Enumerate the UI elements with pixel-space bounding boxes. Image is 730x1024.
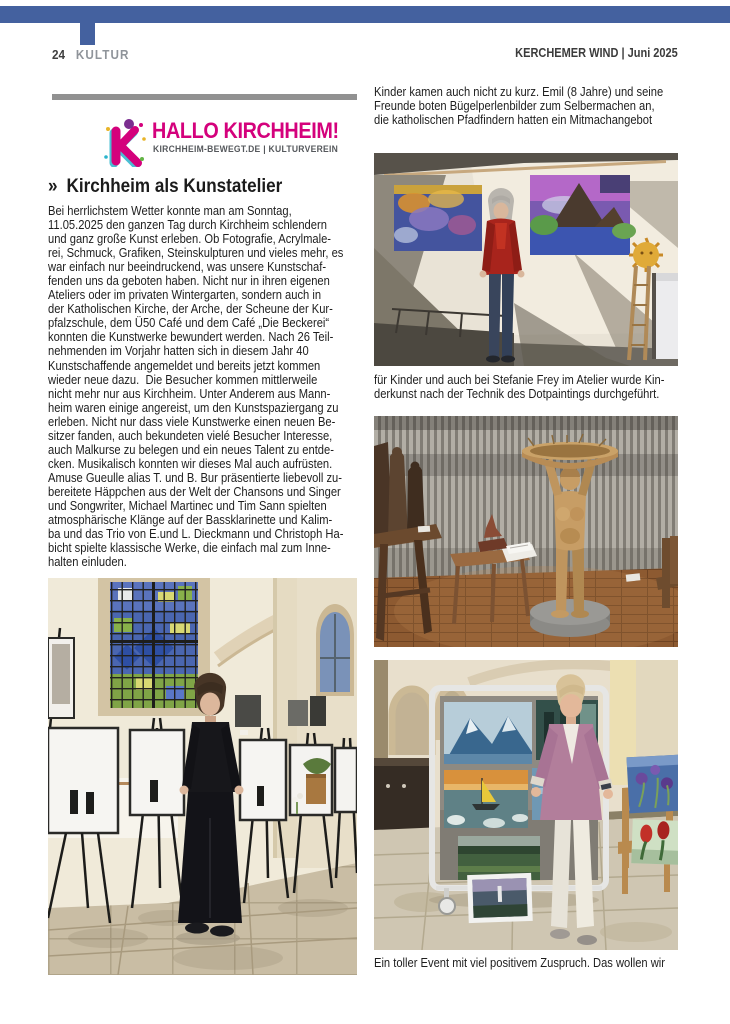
text-line: der Katholischen Kirche, der Arche, der Scheune der Kur- — [48, 302, 333, 317]
painting-sunset-sail — [444, 770, 528, 828]
easel-far-left — [48, 628, 74, 728]
text-line: konnten die Kunstwerke bewundert werden. Nach 26 Teil- — [48, 330, 334, 345]
kulturverein-logo — [104, 116, 364, 168]
text-line: sitzer fanden, auch bekundeten vielé Besucher Interesse, — [48, 428, 333, 443]
text-line: Ateliers oder im privaten Wintergarten, sondern auch in — [48, 288, 322, 303]
article-body-right-bottom — [374, 956, 684, 970]
text-line: erleben. Nicht nur dass viele Kunstwerke einen neuen Be- — [48, 414, 336, 429]
top-accent-tab — [80, 23, 95, 45]
issue-label: KERCHEMER WIND | Juni 2025 — [515, 46, 678, 60]
logo-title: HALLO KIRCHHEIM! — [152, 118, 339, 143]
photo-artist-display-board — [374, 660, 678, 950]
painting-leaning-framed — [467, 873, 533, 923]
painting-red-tulips — [631, 819, 678, 865]
text-line: bereitete Häppchen aus der Welt der Chansons und Singer — [48, 484, 341, 499]
text-line: halten einluden. — [48, 555, 127, 570]
kulturverein-k-icon — [104, 117, 150, 167]
heading-text: Kirchheim als Kunstatelier — [66, 176, 283, 197]
text-line: Amuse Gueulle alias T. und B. Bur präsentierte liebevoll zu- — [48, 470, 342, 485]
text-line: cken. Musikalisch konnten wir dieses Mal auch aufrüsten. — [48, 456, 333, 471]
arched-window-right — [316, 604, 354, 696]
article-body-left-column — [48, 204, 358, 569]
text-line: die katholischen Pfadfindern hatten ein Mitmachangebot — [374, 113, 653, 128]
text-line: Kunstschaffende angemeldet und bereits jetzt kommen — [48, 358, 321, 373]
text-line: rei, Schmuck, Grafiken, Steinskulpturen und vieles mehr, es — [48, 246, 344, 261]
page-number: 24 — [52, 47, 66, 62]
text-line: fenden uns da geboten haben. Nicht nur in ihren eigenen — [48, 274, 330, 289]
text-line: derkunst nach der Technik des Dotpaintings durchgeführt. — [374, 387, 660, 402]
text-line: ba und das Trio von E.und L. Dieckmann und Christoph Ha- — [48, 527, 344, 542]
photo-wood-sculptures — [374, 416, 678, 647]
text-line: nehmenden im Vorjahr hatten sich in diesem Jahr 40 — [48, 344, 309, 359]
painting-waves — [444, 702, 532, 764]
text-line: atmosphärische Klänge auf der Bassklarinette und Kalim- — [48, 513, 333, 528]
divider-rule — [52, 94, 357, 100]
text-line: Kinder kamen auch nicht zu kurz. Emil (8 Jahre) und seine — [374, 85, 664, 99]
stained-glass-window — [98, 578, 210, 716]
text-line: heim waren einige angereist, um den Kunstspaziergang zu — [48, 400, 339, 415]
text-line: bicht spielte klassische Werke, die einfach mal zum Inne- — [48, 541, 331, 556]
text-line: pfalzschule, dem Ü50 Café und dem Café „Die Beckerei“ — [48, 316, 330, 331]
painting-blue-flowers — [627, 755, 678, 814]
photo-artist-outdoor-paintings — [374, 153, 678, 366]
article-body-right-top — [374, 85, 684, 127]
text-line: Freunde boten Bügelperlenbilder zum Selbermachen an, — [374, 99, 655, 114]
text-line: war einfach nur beeindruckend, was unsere Kunstschaf- — [48, 260, 327, 275]
article-heading — [48, 176, 282, 198]
text-line: auch Malkurse zu belegen und ein neues Talent zu entde- — [48, 442, 334, 457]
section-label: KULTUR — [75, 47, 130, 62]
text-line: wieder neue dazu. Die Besucher kommen mittlerweile — [48, 372, 318, 387]
text-line: nicht mehr nur aus Kirchheim. Unter Anderem aus Mann- — [48, 386, 331, 401]
text-line: Ein toller Event mit viel positivem Zuspruch. Das wollen wir — [374, 956, 666, 970]
text-line: und ganz große Kunst erleben. Ob Fotografie, Acrylmale- — [48, 232, 332, 247]
photo-church-easel-exhibition — [48, 578, 357, 975]
top-accent-bar — [0, 6, 730, 23]
logo-subtitle: KIRCHHEIM-BEWEGT.DE | KULTURVEREIN — [153, 144, 339, 154]
page-header-left — [52, 46, 130, 64]
text-line: für Kinder und auch bei Stefanie Frey im Atelier wurde Kin- — [374, 373, 665, 387]
heading-marker: » — [48, 176, 58, 197]
text-line: 11.05.2025 den ganzen Tag durch Kirchheim schlendern — [48, 218, 327, 233]
text-line: Bei herrlichstem Wetter konnte man am Sonntag, — [48, 204, 292, 218]
text-line: und Songwriter, Michael Martinec und Tim Sann spielten — [48, 498, 327, 513]
article-caption-dotpainting — [374, 373, 684, 401]
